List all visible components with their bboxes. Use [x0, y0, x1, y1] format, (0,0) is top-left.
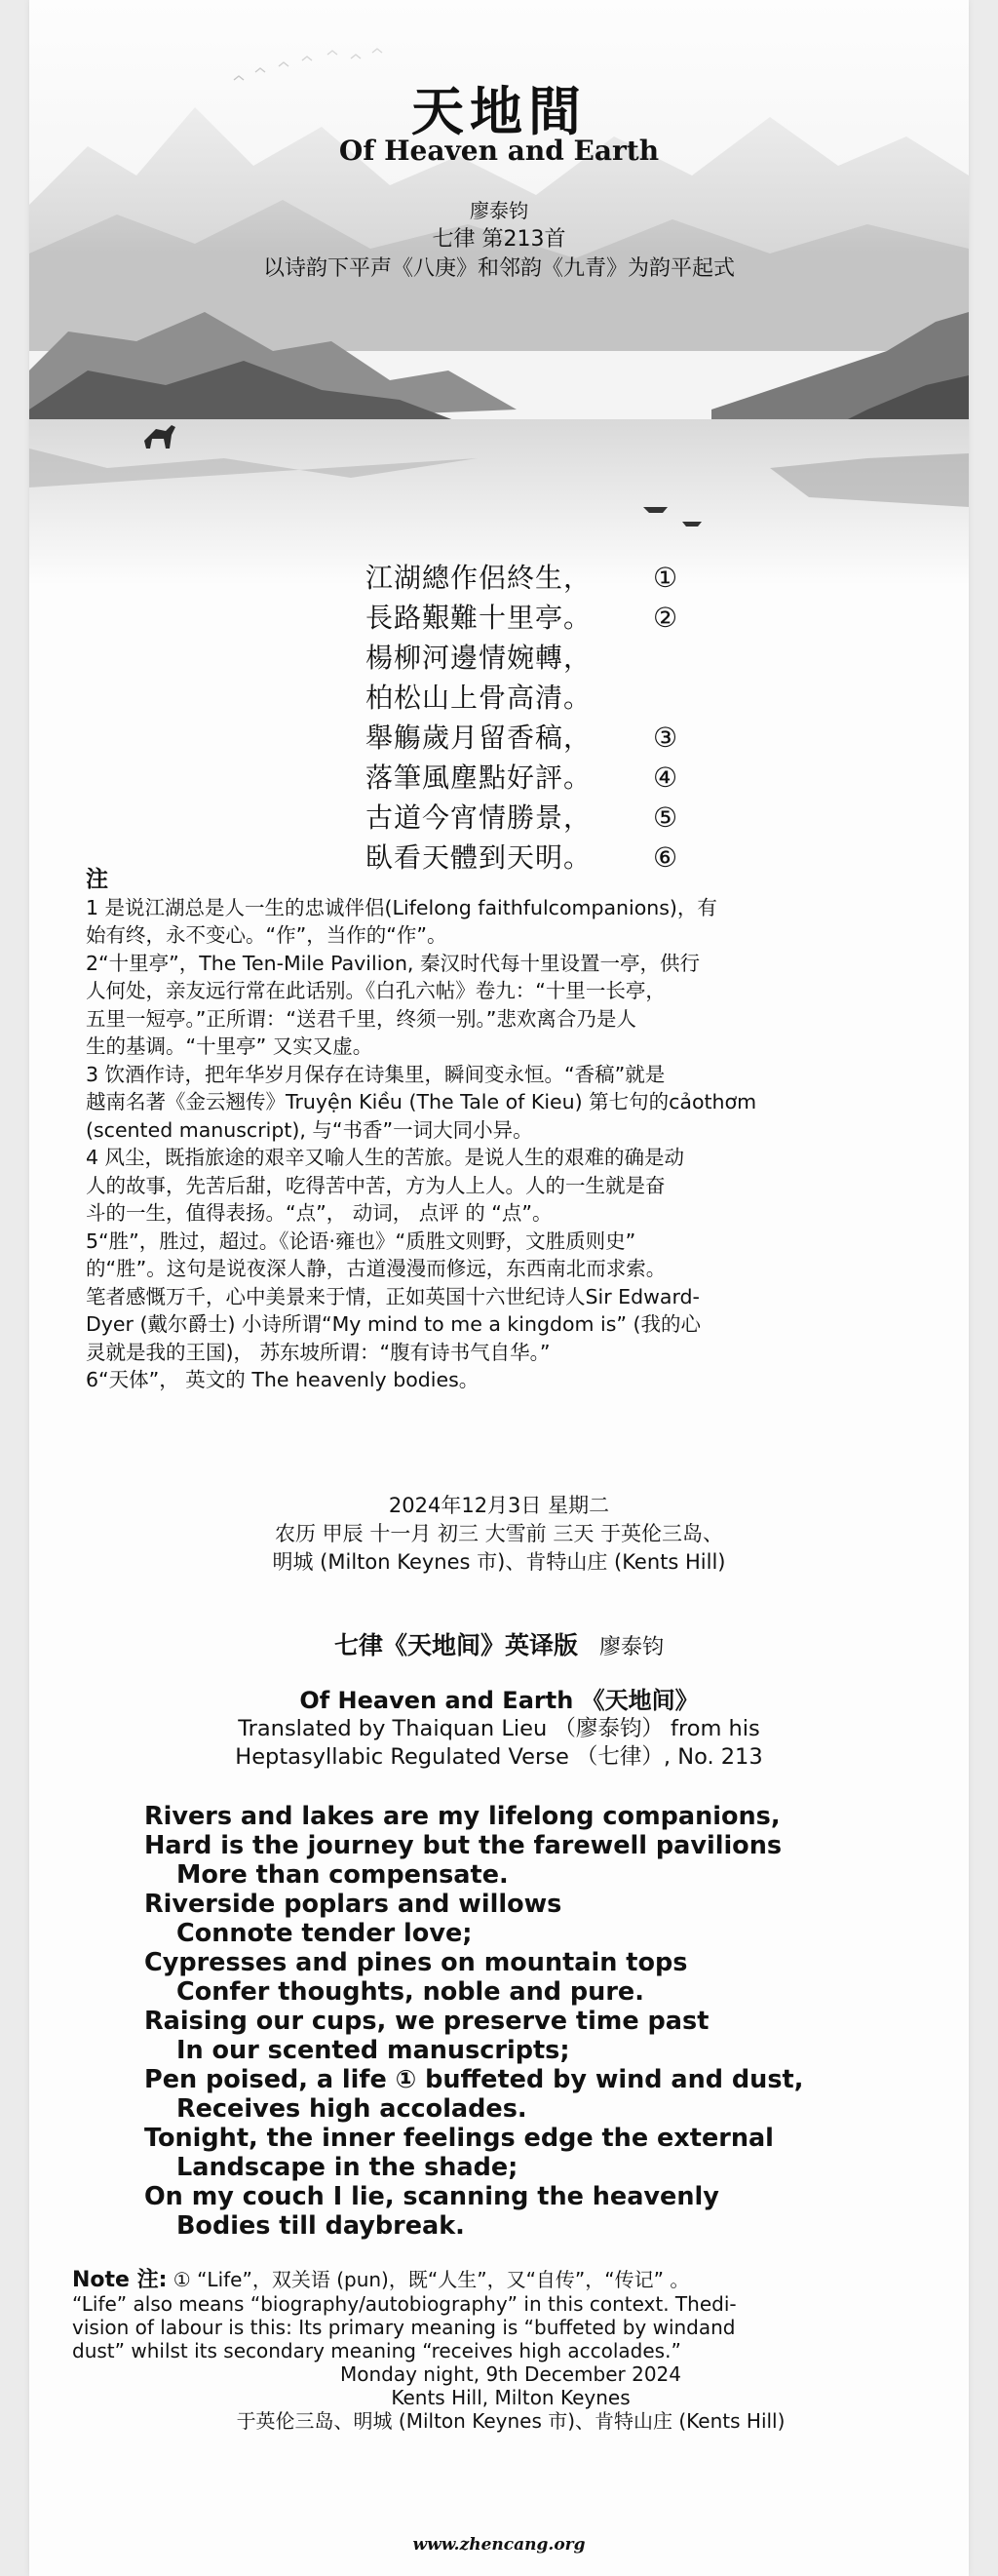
- english-note-line: [72, 2268, 949, 2292]
- english-poem-line: Rivers and lakes are my lifelong companions,: [144, 1802, 781, 1831]
- english-poem-line: Pen poised, a life ① buffeted by wind and dust,: [144, 2065, 804, 2094]
- translation-heading: [29, 1626, 969, 1661]
- note-line: 灵就是我的王国)， 苏东坡所谓：“腹有诗书气自华。”: [86, 1340, 551, 1364]
- note-marker: ②: [653, 602, 678, 634]
- note-marker: ⑤: [653, 801, 678, 834]
- date-block: [29, 1492, 969, 1577]
- poem-line-text: 楊柳河邊情婉轉，: [365, 642, 593, 674]
- note-line: 5“胜”，胜过，超过。《论语·雍也》“质胜文则野，文胜质则史”: [86, 1229, 636, 1253]
- note-line: 斗的一生，值得表扬。“点”， 动词， 点评 的 “点”。: [86, 1201, 553, 1225]
- poem-line-text: 落筆風塵點好評。: [365, 761, 593, 794]
- rhyme-scheme: 以诗韵下平声《八庚》和邻韵《九青》为韵平起式: [262, 256, 735, 281]
- english-note-place: Kents Hill, Milton Keynes: [391, 2386, 631, 2409]
- english-poem-line: Connote tender love;: [176, 1919, 473, 1948]
- poem-line: [365, 598, 677, 638]
- note-line: (scented manuscript), 与“书香”一词大同小异。: [86, 1117, 533, 1142]
- note-line: 的“胜”。这句是说夜深人静，古道漫漫而修远，东西南北而求索。: [86, 1257, 667, 1280]
- poem-line-text: 臥看天體到天明。: [365, 841, 593, 874]
- note-marker: ①: [653, 562, 678, 594]
- english-poem-line: In our scented manuscripts;: [176, 2036, 570, 2065]
- poem-line: [365, 638, 677, 678]
- english-note-text: ① “Life”，双关语 (pun)，既“人生”，又“自传”，“传记” 。: [173, 2268, 690, 2291]
- note-line: 生的基调。“十里亭” 又实又虚。: [86, 1034, 373, 1058]
- english-poem: [144, 1802, 803, 2241]
- translator-line: Translated by Thaiquan Lieu （廖泰钧） from his: [238, 1716, 760, 1741]
- english-poem-line: More than compensate.: [176, 1860, 509, 1890]
- note-line: 2“十里亭”，The Ten-Mile Pavilion, 秦汉时代每十里设置一亭，供行: [86, 951, 700, 975]
- note-line: 6“天体”， 英文的 The heavenly bodies。: [86, 1368, 480, 1391]
- note-marker: ③: [653, 722, 678, 754]
- english-note-label: Note 注:: [72, 2268, 168, 2292]
- english-note-place-zh: 于英伦三岛、明城 (Milton Keynes 市)、肯特山庄 (Kents Hill): [236, 2409, 786, 2433]
- english-poem-line: Tonight, the inner feelings edge the external: [144, 2124, 774, 2153]
- translation-heading-author: 廖泰钧: [599, 1635, 665, 1659]
- poem-line-text: 柏松山上骨高清。: [365, 682, 593, 714]
- english-note-line: “Life” also means “biography/autobiography” in this context. Thedi-: [72, 2292, 737, 2316]
- translation-title: Of Heaven and Earth 《天地间》: [299, 1687, 699, 1714]
- page: [29, 0, 969, 2576]
- english-poem-line: Receives high accolades.: [176, 2094, 527, 2124]
- translation-byline: [29, 1687, 969, 1772]
- poem-line: [365, 678, 677, 718]
- english-note-line: vision of labour is this: Its primary meaning is “buffeted by windand: [72, 2316, 736, 2339]
- poem-line: [365, 798, 677, 838]
- source-line: Heptasyllabic Regulated Verse （七律）, No. 213: [235, 1744, 763, 1770]
- english-poem-line: Confer thoughts, noble and pure.: [176, 1977, 644, 2007]
- poem-line: [365, 758, 677, 798]
- poem-line: [365, 718, 677, 758]
- note-line: 1 是说江湖总是人一生的忠诚伴侣(Lifelong faithfulcompanions)，有: [86, 895, 717, 919]
- note-line: 4 风尘，既指旅途的艰辛又喻人生的苦旅。是说人生的艰难的确是动: [86, 1146, 685, 1169]
- title-chinese: 天地間: [411, 80, 587, 142]
- english-poem-line: On my couch I lie, scanning the heavenly: [144, 2182, 719, 2211]
- poem-form: 七律 第213首: [432, 227, 566, 252]
- website-footer: www.zhencang.org: [412, 2535, 586, 2555]
- poem-line-text: 古道今宵情勝景，: [365, 801, 593, 834]
- date-line: 2024年12月3日 星期二: [388, 1494, 610, 1517]
- english-poem-line: Cypresses and pines on mountain tops: [144, 1948, 688, 1977]
- poem-line-text: 江湖總作侶終生，: [365, 562, 593, 594]
- note-line: 人何处，亲友远行常在此话别。《白孔六帖》卷九：“十里一长亭，: [86, 979, 666, 1002]
- note-marker: ⑥: [653, 841, 678, 874]
- english-poem-line: Hard is the journey but the farewell pavilions: [144, 1831, 783, 1860]
- english-poem-line: Raising our cups, we preserve time past: [144, 2007, 710, 2036]
- english-note-line: dust” whilst its secondary meaning “receives high accolades.”: [72, 2339, 681, 2362]
- note-line: 人的故事，先苦后甜，吃得苦中苦，方为人上人。人的一生就是奋: [86, 1173, 666, 1197]
- note-line: 始有终，永不变心。“作”，当作的“作”。: [86, 923, 447, 947]
- note-line: 笔者感慨万千，心中美景来于情，正如英国十六世纪诗人Sir Edward-: [86, 1284, 700, 1308]
- english-note-date: Monday night, 9th December 2024: [339, 2362, 682, 2386]
- english-poem-line: Landscape in the shade;: [176, 2153, 518, 2182]
- english-poem-line: Bodies till daybreak.: [176, 2211, 465, 2241]
- date-line: 明城 (Milton Keynes 市)、肯特山庄 (Kents Hill): [272, 1550, 726, 1574]
- note-line: 越南名著《金云翘传》Truyện Kiều (The Tale of Kieu) 第七句的cảothơm: [86, 1090, 757, 1113]
- title-english: Of Heaven and Earth: [338, 135, 660, 167]
- english-note: [72, 2268, 949, 2433]
- notes-section: [86, 866, 943, 1394]
- note-line: 3 饮酒作诗，把年华岁月保存在诗集里，瞬间变永恒。“香稿”就是: [86, 1062, 666, 1086]
- translation-heading-text: 七律《天地间》英译版: [333, 1631, 578, 1659]
- author-name: 廖泰钧: [470, 199, 528, 222]
- poem-line: [365, 558, 677, 598]
- note-line: Dyer (戴尔爵士) 小诗所谓“My mind to me a kingdom is” (我的心: [86, 1312, 702, 1336]
- poem-line-text: 長路艱難十里亭。: [365, 602, 593, 634]
- english-poem-line: Riverside poplars and willows: [144, 1890, 562, 1919]
- chinese-poem: [365, 558, 677, 878]
- notes-heading: 注: [86, 867, 108, 892]
- date-line: 农历 甲辰 十一月 初三 大雪前 三天 于英伦三岛、: [274, 1522, 724, 1545]
- note-line: 五里一短亭。”正所谓：“送君千里，终须一别。”悲欢离合乃是人: [86, 1006, 636, 1031]
- poem-line-text: 舉觴歲月留香稿，: [365, 722, 593, 754]
- note-marker: ④: [653, 761, 678, 794]
